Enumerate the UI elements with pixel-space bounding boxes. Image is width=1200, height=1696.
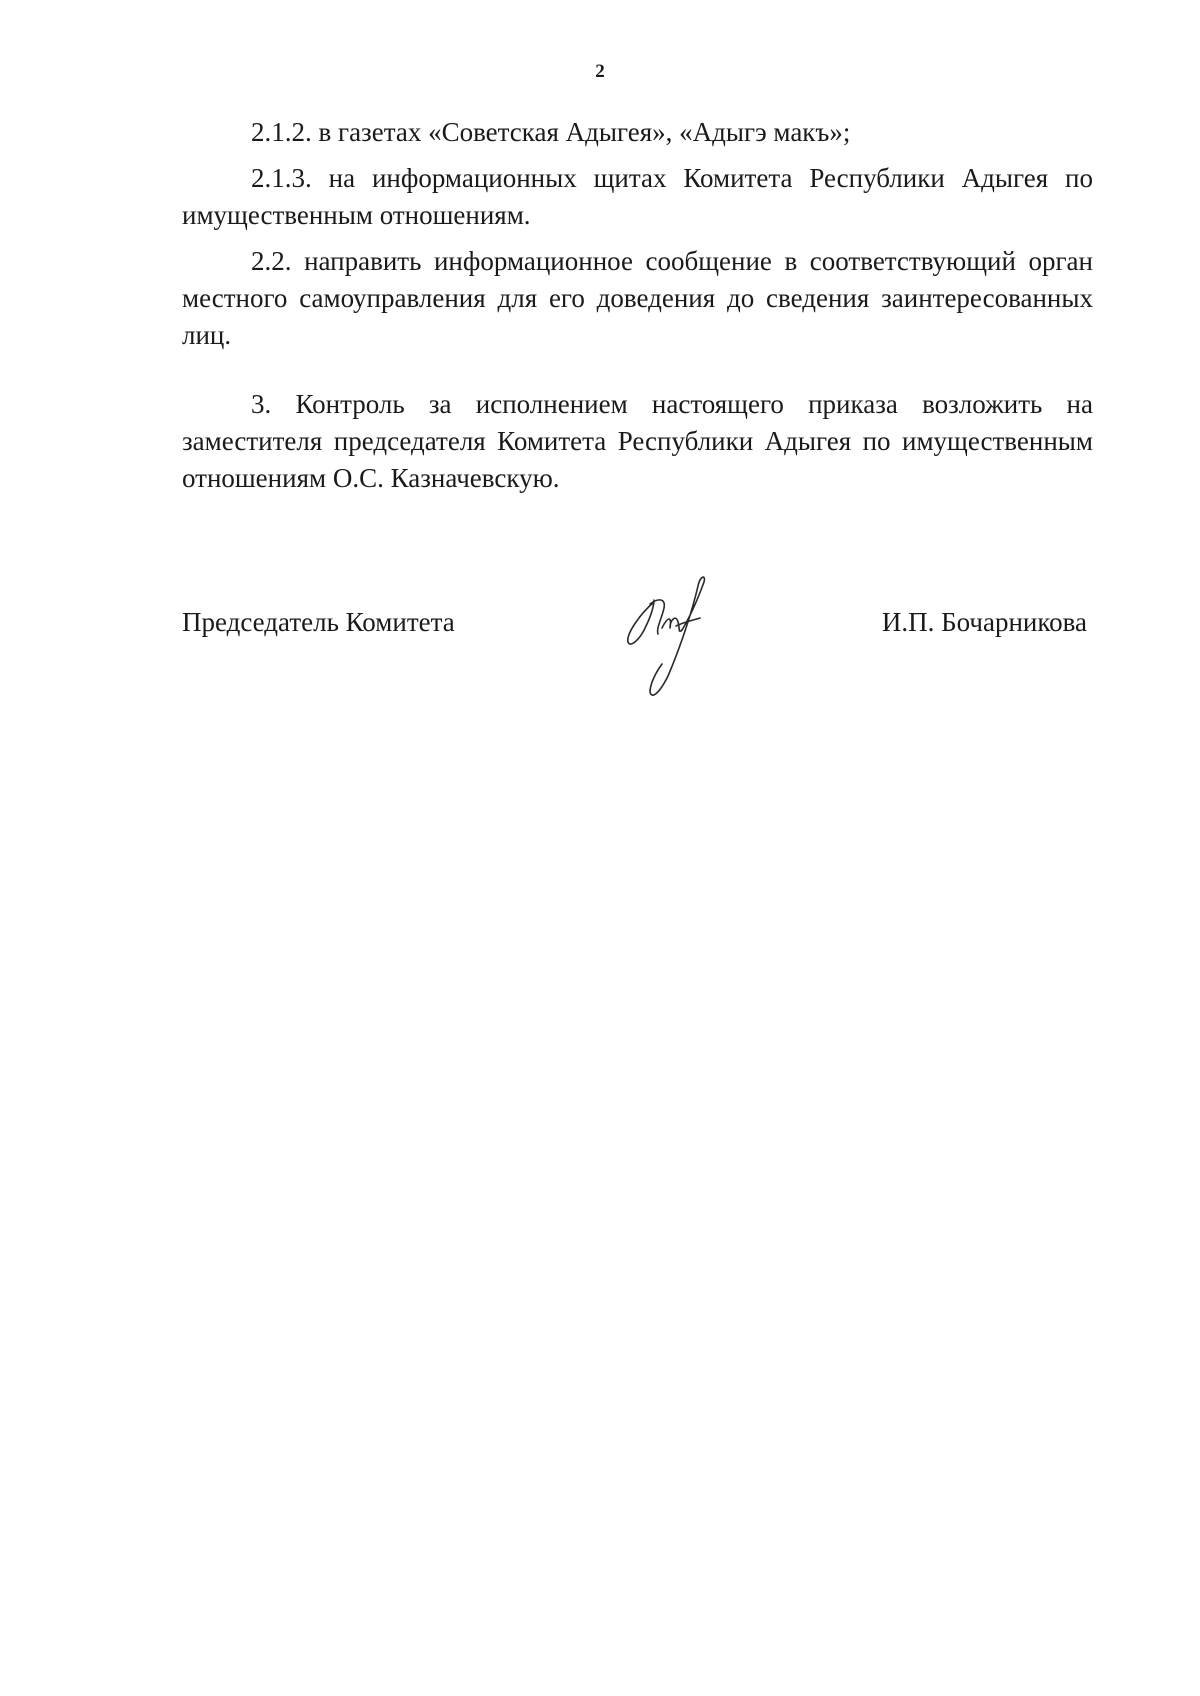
page-number: 2 <box>595 61 605 82</box>
signatory-name: И.П. Бочарникова <box>881 607 1087 637</box>
paragraph-3: 3. Контроль за исполнением настоящего приказа возложить на заместителя председателя Комитета Республики Адыгея по имущественным отношениям О.С. Казначевскую. <box>182 389 1093 493</box>
handwritten-signature <box>614 568 734 708</box>
signature-block <box>182 604 1093 724</box>
signatory-position: Председатель Комитета <box>182 607 455 637</box>
document-body <box>182 114 1093 497</box>
paragraph-2-1-3: 2.1.3. на информационных щитах Комитета Республики Адыгея по имущественным отношениям. <box>182 163 1093 230</box>
paragraph-2-2: 2.2. направить информационное сообщение в соответствующий орган местного самоуправления для его доведения до сведения заинтересованных лиц. <box>182 246 1093 350</box>
paragraph-2-1-2: 2.1.2. в газетах «Советская Адыгея», «Адыгэ макъ»; <box>251 117 851 147</box>
